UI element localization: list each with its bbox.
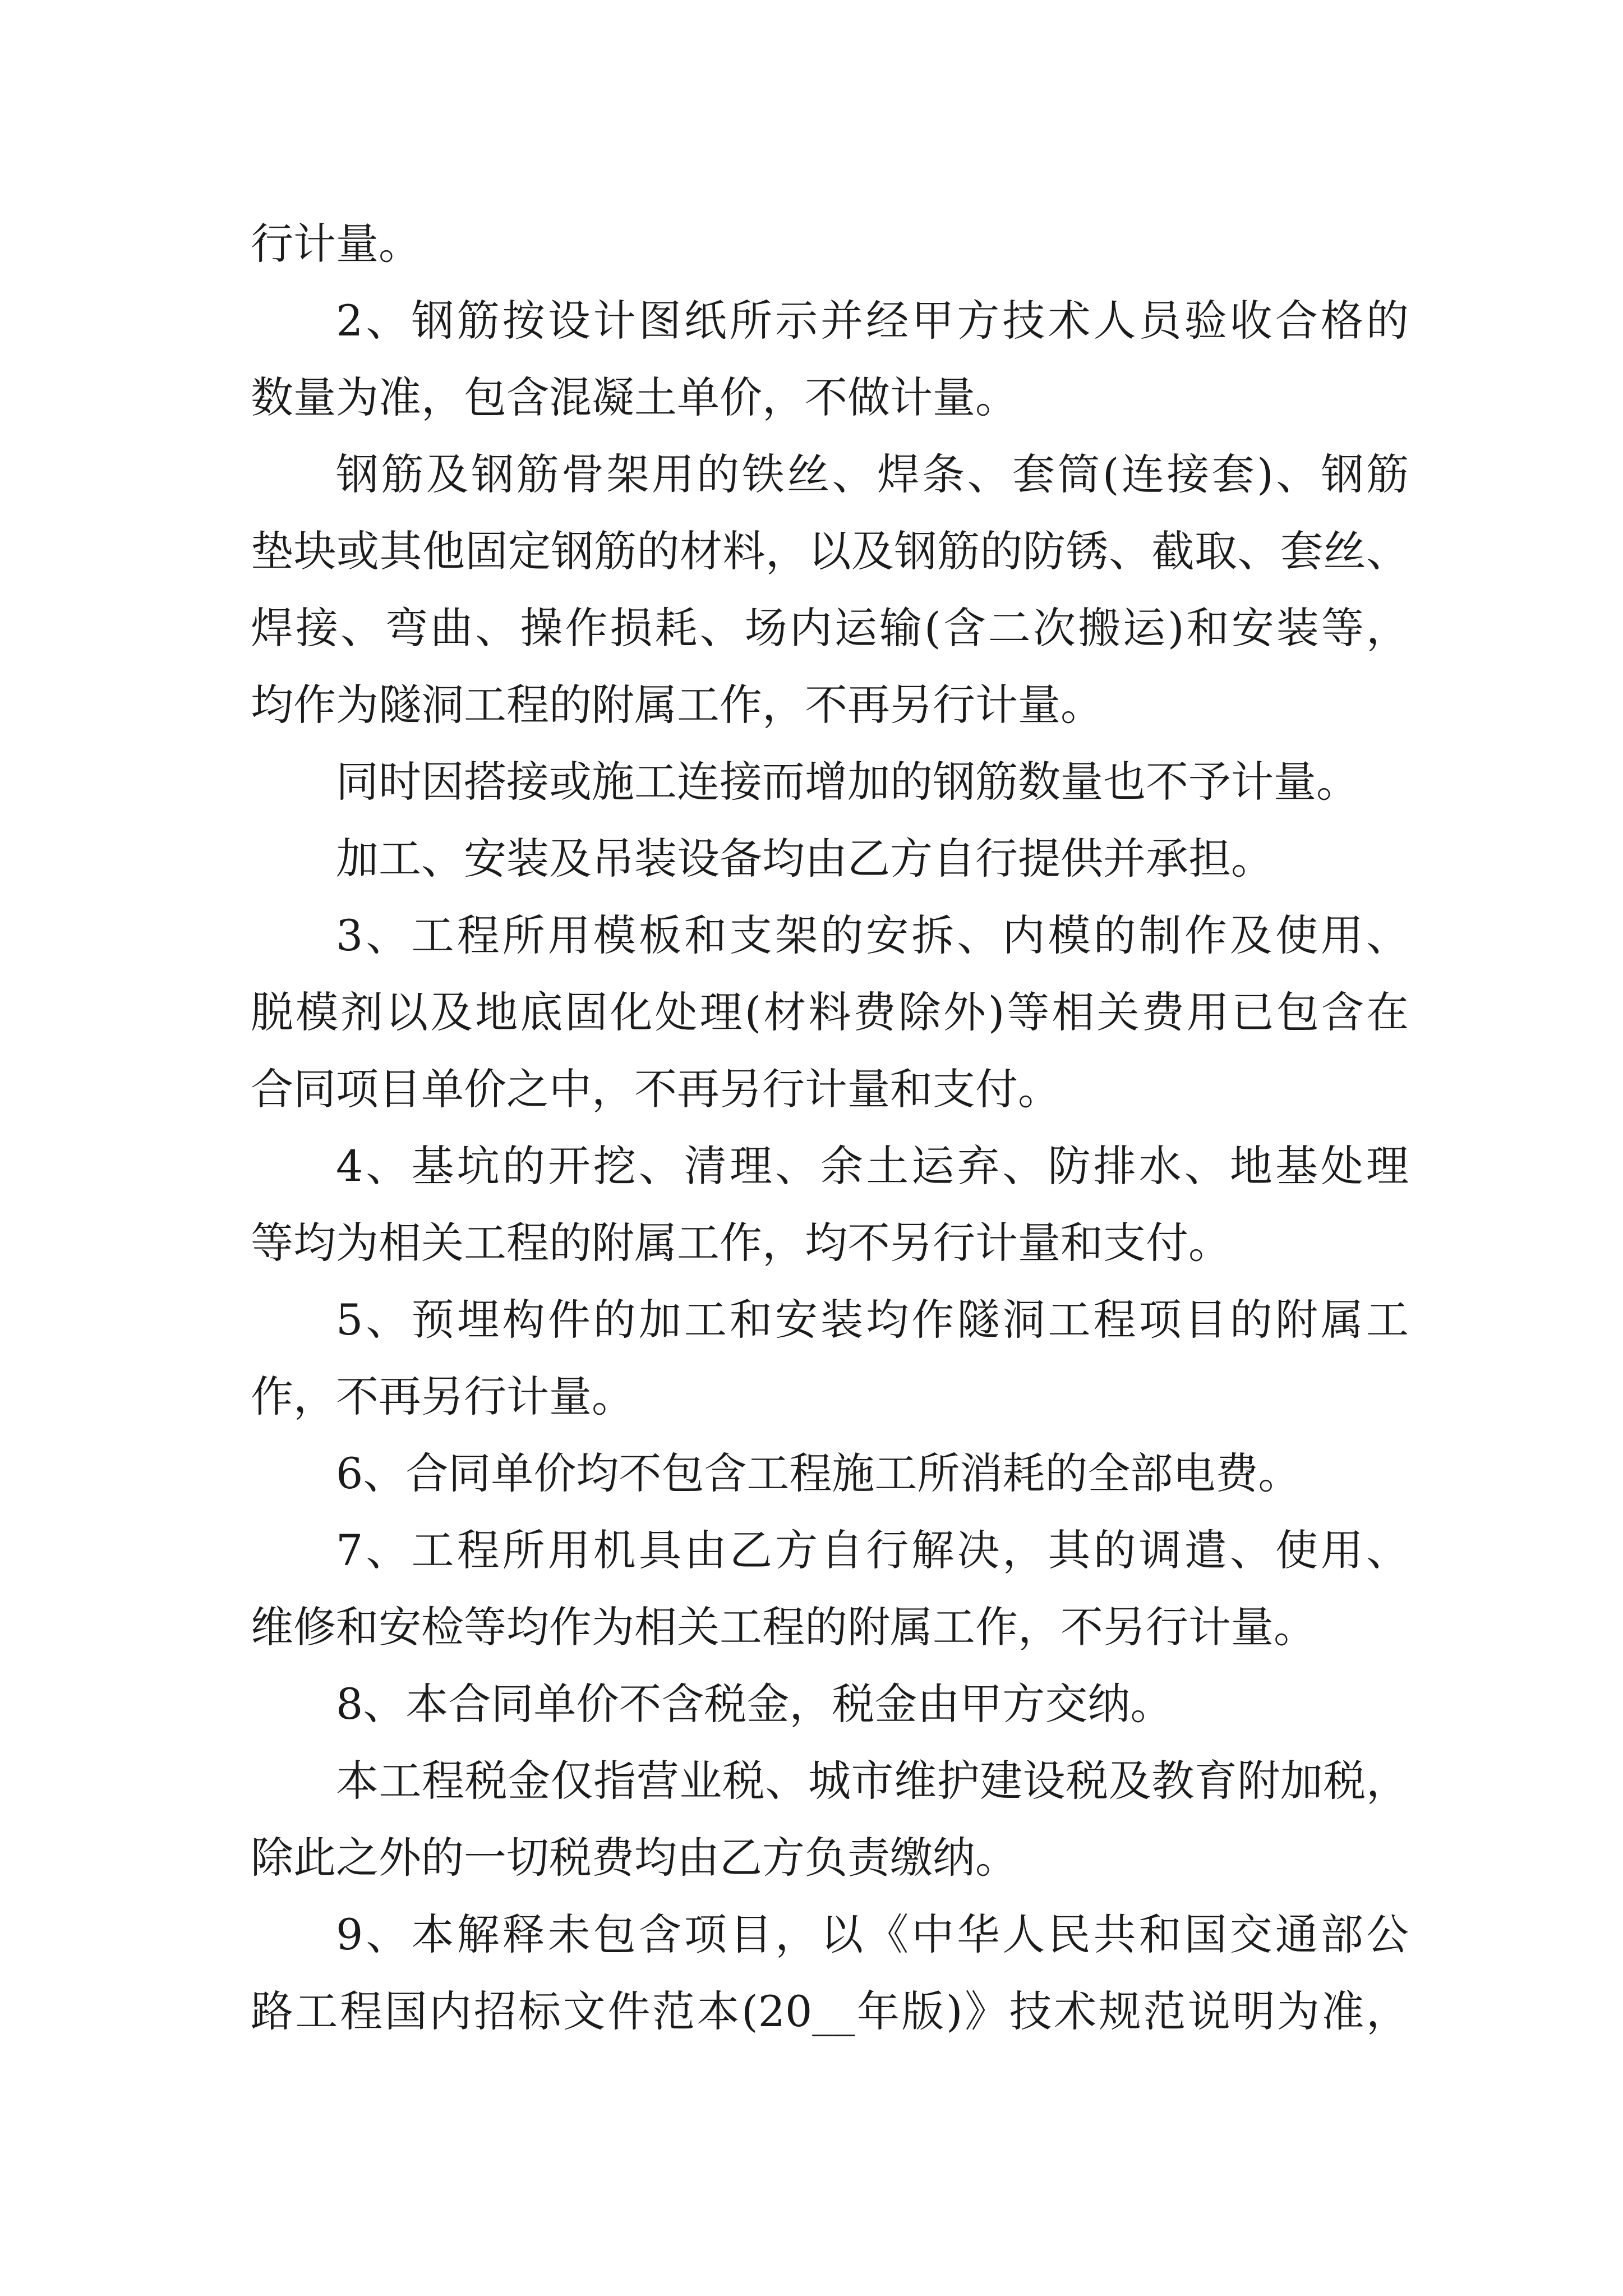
paragraph: [251, 1742, 1409, 1896]
text-line: 6、合同单价均不包含工程施工所消耗的全部电费。: [336, 1448, 1301, 1498]
paragraph-item-3: [251, 897, 1409, 1128]
text-line: 加工、安装及吊装设备均由乙方自行提供并承担。: [336, 834, 1274, 884]
document-body: [251, 205, 1409, 2050]
text-line: 3、工程所用模板和支架的安拆、内模的制作及使用、: [336, 910, 1409, 960]
paragraph-item-9: [251, 1896, 1409, 2050]
paragraph-item-4: [251, 1128, 1409, 1281]
text-line: 钢筋及钢筋骨架用的铁丝、焊条、套筒(连接套)、钢筋: [336, 449, 1409, 499]
paragraph: [251, 436, 1409, 743]
text-line: 2、钢筋按设计图纸所示并经甲方技术人员验收合格的: [336, 296, 1409, 346]
paragraph-item-7: [251, 1512, 1409, 1665]
text-line: 4、基坑的开挖、清理、余土运弃、防排水、地基处理: [336, 1141, 1409, 1191]
text-line: 均作为隧洞工程的附属工作，不再另行计量。: [251, 680, 1103, 730]
text-line: 5、预埋构件的加工和安装均作隧洞工程项目的附属工: [336, 1295, 1409, 1345]
text-line: 焊接、弯曲、操作损耗、场内运输(含二次搬运)和安装等，: [251, 603, 1409, 653]
paragraph: [251, 205, 1409, 282]
paragraph: [251, 820, 1409, 897]
text-line: 7、工程所用机具由乙方自行解决，其的调遣、使用、: [336, 1525, 1409, 1575]
text-line: 同时因搭接或施工连接而增加的钢筋数量也不予计量。: [336, 757, 1359, 807]
text-line: 脱模剂以及地底固化处理(材料费除外)等相关费用已包含在: [251, 987, 1409, 1037]
text-line: 行计量。: [251, 219, 421, 269]
text-line: 本工程税金仅指营业税、城市维护建设税及教育附加税，: [336, 1756, 1409, 1806]
paragraph-item-6: [251, 1435, 1409, 1512]
text-line: 合同项目单价之中，不再另行计量和支付。: [251, 1064, 1061, 1114]
text-line: 等均为相关工程的附属工作，均不另行计量和支付。: [251, 1218, 1231, 1268]
text-line: 数量为准，包含混凝土单价，不做计量。: [251, 372, 1018, 422]
paragraph-item-5: [251, 1281, 1409, 1435]
text-line: 8、本合同单价不含税金，税金由甲方交纳。: [336, 1679, 1173, 1729]
text-line: 9、本解释未包含项目，以《中华人民共和国交通部公: [336, 1910, 1409, 1959]
text-line: 路工程国内招标文件范本(20__年版)》技术规范说明为准，: [251, 1986, 1409, 2036]
text-line: 作，不再另行计量。: [251, 1372, 634, 1421]
paragraph-item-2: [251, 282, 1409, 436]
paragraph: [251, 743, 1409, 820]
paragraph-item-8: [251, 1665, 1409, 1742]
text-line: 除此之外的一切税费均由乙方负责缴纳。: [251, 1833, 1018, 1883]
text-line: 垫块或其他固定钢筋的材料，以及钢筋的防锈、截取、套丝、: [251, 526, 1409, 576]
text-line: 维修和安检等均作为相关工程的附属工作，不另行计量。: [251, 1602, 1316, 1652]
